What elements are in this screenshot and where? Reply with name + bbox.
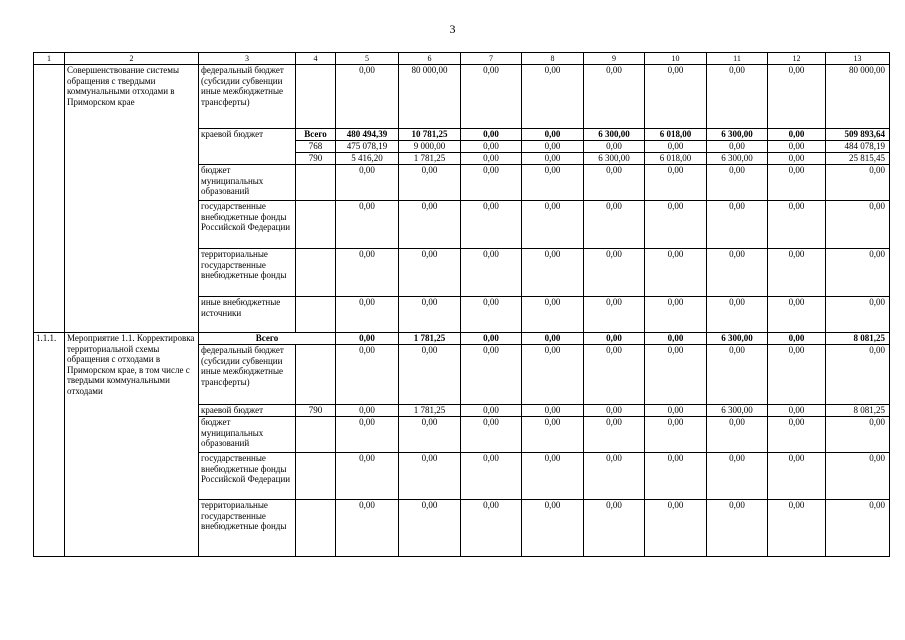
value-cell: 0,00 bbox=[768, 129, 826, 141]
value-cell: 6 300,00 bbox=[584, 129, 645, 141]
code-cell: 790 bbox=[296, 405, 336, 417]
value-cell: 0,00 bbox=[522, 201, 584, 249]
source-cell: государственные внебюджетные фонды Российской Федерации bbox=[199, 453, 296, 500]
source-cell: бюджет муниципальных образований bbox=[199, 417, 296, 453]
value-cell: 1 781,25 bbox=[399, 405, 461, 417]
value-cell: 0,00 bbox=[768, 500, 826, 557]
value-cell: 0,00 bbox=[399, 345, 461, 405]
value-cell: 0,00 bbox=[336, 249, 399, 297]
value-cell: 480 494,39 bbox=[336, 129, 399, 141]
header-cell: 13 bbox=[826, 53, 890, 65]
value-cell: 0,00 bbox=[768, 297, 826, 333]
source-cell: краевой бюджет bbox=[199, 129, 296, 165]
header-cell: 6 bbox=[399, 53, 461, 65]
value-cell: 0,00 bbox=[645, 333, 707, 345]
value-cell: 0,00 bbox=[768, 249, 826, 297]
value-cell: 0,00 bbox=[826, 249, 890, 297]
code-cell: Всего bbox=[296, 129, 336, 141]
value-cell: 0,00 bbox=[645, 500, 707, 557]
total-label-cell: Всего bbox=[199, 333, 336, 345]
source-cell: федеральный бюджет (субсидии субвенции иные межбюджетные трансферты) bbox=[199, 65, 296, 129]
code-cell bbox=[296, 165, 336, 201]
program-name-cell: Совершенствование системы обращения с твердыми коммунальными отходами в Приморском крае bbox=[65, 65, 199, 333]
value-cell: 0,00 bbox=[461, 141, 522, 153]
value-cell: 0,00 bbox=[461, 153, 522, 165]
table-row bbox=[34, 333, 890, 345]
value-cell: 0,00 bbox=[645, 345, 707, 405]
code-cell bbox=[296, 500, 336, 557]
value-cell: 0,00 bbox=[584, 249, 645, 297]
value-cell: 0,00 bbox=[707, 345, 768, 405]
value-cell: 0,00 bbox=[584, 405, 645, 417]
header-cell: 5 bbox=[336, 53, 399, 65]
value-cell: 9 000,00 bbox=[399, 141, 461, 153]
value-cell: 0,00 bbox=[461, 129, 522, 141]
row-number-cell bbox=[34, 65, 65, 333]
source-cell: территориальные государственные внебюджетные фонды bbox=[199, 249, 296, 297]
code-cell bbox=[296, 417, 336, 453]
value-cell: 0,00 bbox=[522, 65, 584, 129]
value-cell: 0,00 bbox=[768, 65, 826, 129]
value-cell: 0,00 bbox=[461, 500, 522, 557]
value-cell: 0,00 bbox=[399, 417, 461, 453]
value-cell: 0,00 bbox=[768, 141, 826, 153]
value-cell: 0,00 bbox=[826, 201, 890, 249]
value-cell: 0,00 bbox=[584, 417, 645, 453]
value-cell: 0,00 bbox=[645, 297, 707, 333]
value-cell: 0,00 bbox=[522, 141, 584, 153]
value-cell: 0,00 bbox=[768, 345, 826, 405]
value-cell: 6 300,00 bbox=[707, 333, 768, 345]
header-cell: 3 bbox=[199, 53, 296, 65]
value-cell: 0,00 bbox=[522, 405, 584, 417]
value-cell: 0,00 bbox=[645, 65, 707, 129]
table-body bbox=[34, 53, 890, 557]
value-cell: 0,00 bbox=[522, 333, 584, 345]
value-cell: 0,00 bbox=[461, 453, 522, 500]
value-cell: 0,00 bbox=[336, 405, 399, 417]
value-cell: 0,00 bbox=[826, 297, 890, 333]
value-cell: 0,00 bbox=[707, 249, 768, 297]
code-cell bbox=[296, 453, 336, 500]
value-cell: 0,00 bbox=[707, 141, 768, 153]
value-cell: 509 893,64 bbox=[826, 129, 890, 141]
value-cell: 0,00 bbox=[399, 201, 461, 249]
value-cell: 8 081,25 bbox=[826, 405, 890, 417]
value-cell: 0,00 bbox=[707, 165, 768, 201]
value-cell: 80 000,00 bbox=[826, 65, 890, 129]
value-cell: 0,00 bbox=[584, 165, 645, 201]
value-cell: 0,00 bbox=[336, 201, 399, 249]
value-cell: 0,00 bbox=[336, 297, 399, 333]
value-cell: 0,00 bbox=[522, 129, 584, 141]
value-cell: 0,00 bbox=[336, 333, 399, 345]
value-cell: 0,00 bbox=[826, 165, 890, 201]
header-cell: 1 bbox=[34, 53, 65, 65]
value-cell: 0,00 bbox=[399, 453, 461, 500]
value-cell: 0,00 bbox=[336, 345, 399, 405]
value-cell: 0,00 bbox=[522, 345, 584, 405]
value-cell: 0,00 bbox=[645, 453, 707, 500]
source-cell: краевой бюджет bbox=[199, 405, 296, 417]
code-cell bbox=[296, 201, 336, 249]
value-cell: 6 300,00 bbox=[584, 153, 645, 165]
value-cell: 0,00 bbox=[584, 297, 645, 333]
code-cell: 790 bbox=[296, 153, 336, 165]
value-cell: 0,00 bbox=[522, 500, 584, 557]
value-cell: 0,00 bbox=[399, 165, 461, 201]
program-name-cell: Мероприятие 1.1. Корректировка территориальной схемы обращения с отходами в Приморском крае, в том числе с твердыми коммунальными отходами bbox=[65, 333, 199, 557]
value-cell: 0,00 bbox=[336, 65, 399, 129]
value-cell: 1 781,25 bbox=[399, 333, 461, 345]
value-cell: 6 018,00 bbox=[645, 129, 707, 141]
value-cell: 0,00 bbox=[336, 417, 399, 453]
value-cell: 0,00 bbox=[461, 165, 522, 201]
value-cell: 0,00 bbox=[461, 297, 522, 333]
value-cell: 0,00 bbox=[707, 65, 768, 129]
value-cell: 0,00 bbox=[826, 417, 890, 453]
page-number: 3 bbox=[449, 22, 456, 36]
value-cell: 0,00 bbox=[826, 500, 890, 557]
value-cell: 25 815,45 bbox=[826, 153, 890, 165]
value-cell: 6 300,00 bbox=[707, 153, 768, 165]
value-cell: 0,00 bbox=[584, 201, 645, 249]
value-cell: 484 078,19 bbox=[826, 141, 890, 153]
value-cell: 6 300,00 bbox=[707, 129, 768, 141]
value-cell: 80 000,00 bbox=[399, 65, 461, 129]
code-cell bbox=[296, 65, 336, 129]
value-cell: 0,00 bbox=[461, 333, 522, 345]
source-cell: федеральный бюджет (субсидии субвенции иные межбюджетные трансферты) bbox=[199, 345, 296, 405]
value-cell: 0,00 bbox=[768, 153, 826, 165]
value-cell: 0,00 bbox=[336, 500, 399, 557]
value-cell: 0,00 bbox=[461, 405, 522, 417]
value-cell: 0,00 bbox=[584, 333, 645, 345]
value-cell: 0,00 bbox=[584, 65, 645, 129]
header-row bbox=[34, 53, 890, 65]
header-cell: 9 bbox=[584, 53, 645, 65]
value-cell: 0,00 bbox=[461, 345, 522, 405]
value-cell: 0,00 bbox=[584, 141, 645, 153]
value-cell: 0,00 bbox=[768, 405, 826, 417]
source-cell: государственные внебюджетные фонды Российской Федерации bbox=[199, 201, 296, 249]
header-cell: 11 bbox=[707, 53, 768, 65]
budget-table bbox=[33, 52, 890, 557]
value-cell: 6 300,00 bbox=[707, 405, 768, 417]
code-cell bbox=[296, 297, 336, 333]
value-cell: 0,00 bbox=[461, 201, 522, 249]
value-cell: 0,00 bbox=[522, 249, 584, 297]
value-cell: 0,00 bbox=[522, 297, 584, 333]
value-cell: 0,00 bbox=[399, 249, 461, 297]
row-number-cell: 1.1.1. bbox=[34, 333, 65, 557]
value-cell: 0,00 bbox=[707, 453, 768, 500]
code-cell: 768 bbox=[296, 141, 336, 153]
source-cell: бюджет муниципальных образований bbox=[199, 165, 296, 201]
value-cell: 0,00 bbox=[707, 500, 768, 557]
source-cell: территориальные государственные внебюджетные фонды bbox=[199, 500, 296, 557]
value-cell: 0,00 bbox=[826, 453, 890, 500]
value-cell: 0,00 bbox=[399, 500, 461, 557]
value-cell: 5 416,20 bbox=[336, 153, 399, 165]
value-cell: 8 081,25 bbox=[826, 333, 890, 345]
header-cell: 12 bbox=[768, 53, 826, 65]
value-cell: 0,00 bbox=[522, 165, 584, 201]
value-cell: 0,00 bbox=[522, 417, 584, 453]
value-cell: 0,00 bbox=[645, 417, 707, 453]
table-row bbox=[34, 65, 890, 129]
value-cell: 0,00 bbox=[461, 65, 522, 129]
value-cell: 0,00 bbox=[826, 345, 890, 405]
value-cell: 0,00 bbox=[768, 453, 826, 500]
value-cell: 0,00 bbox=[707, 297, 768, 333]
header-cell: 2 bbox=[65, 53, 199, 65]
value-cell: 0,00 bbox=[645, 201, 707, 249]
value-cell: 0,00 bbox=[645, 405, 707, 417]
value-cell: 10 781,25 bbox=[399, 129, 461, 141]
header-cell: 7 bbox=[461, 53, 522, 65]
value-cell: 0,00 bbox=[584, 500, 645, 557]
value-cell: 6 018,00 bbox=[645, 153, 707, 165]
value-cell: 0,00 bbox=[399, 297, 461, 333]
value-cell: 0,00 bbox=[336, 453, 399, 500]
value-cell: 1 781,25 bbox=[399, 153, 461, 165]
value-cell: 0,00 bbox=[522, 153, 584, 165]
value-cell: 0,00 bbox=[768, 201, 826, 249]
value-cell: 0,00 bbox=[768, 165, 826, 201]
value-cell: 0,00 bbox=[461, 249, 522, 297]
value-cell: 0,00 bbox=[522, 453, 584, 500]
value-cell: 0,00 bbox=[707, 201, 768, 249]
value-cell: 0,00 bbox=[584, 453, 645, 500]
value-cell: 0,00 bbox=[645, 141, 707, 153]
value-cell: 0,00 bbox=[645, 165, 707, 201]
value-cell: 0,00 bbox=[768, 417, 826, 453]
header-cell: 8 bbox=[522, 53, 584, 65]
code-cell bbox=[296, 249, 336, 297]
value-cell: 475 078,19 bbox=[336, 141, 399, 153]
value-cell: 0,00 bbox=[768, 333, 826, 345]
header-cell: 4 bbox=[296, 53, 336, 65]
code-cell bbox=[296, 345, 336, 405]
header-cell: 10 bbox=[645, 53, 707, 65]
value-cell: 0,00 bbox=[461, 417, 522, 453]
value-cell: 0,00 bbox=[707, 417, 768, 453]
value-cell: 0,00 bbox=[584, 345, 645, 405]
source-cell: иные внебюджетные источники bbox=[199, 297, 296, 333]
value-cell: 0,00 bbox=[336, 165, 399, 201]
value-cell: 0,00 bbox=[645, 249, 707, 297]
